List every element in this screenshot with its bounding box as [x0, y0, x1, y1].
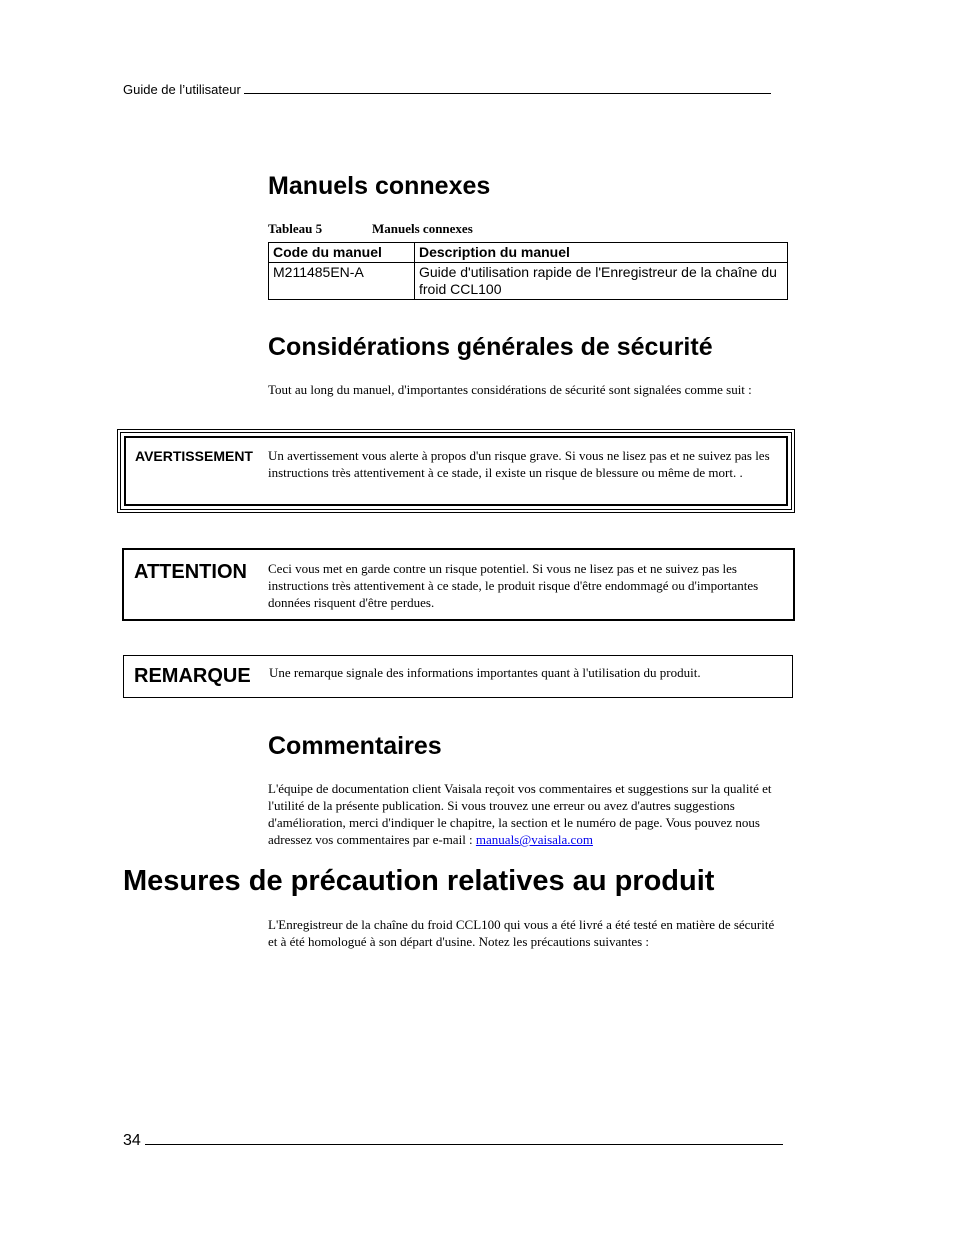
table-cell-code: M211485EN-A	[269, 263, 415, 300]
table-caption	[268, 221, 473, 237]
feedback-paragraph	[268, 780, 782, 848]
note-callout	[123, 655, 793, 698]
section-heading-manuals: Manuels connexes	[268, 172, 491, 200]
note-label: REMARQUE	[134, 665, 251, 687]
section-heading-feedback: Commentaires	[268, 732, 442, 760]
feedback-email-link[interactable]: manuals@vaisala.com	[475, 832, 593, 847]
table-header-cell: Code du manuel	[269, 243, 415, 263]
running-footer	[123, 1132, 785, 1150]
footer-rule	[145, 1132, 783, 1145]
header-title: Guide de l’utilisateur	[123, 82, 241, 97]
table-header-row	[269, 243, 788, 263]
precautions-text: L'Enregistreur de la chaîne du froid CCL100 qui vous a été livré a été testé en matière de sécurité et à été homologué à son départ d'usine. Notez les précautions suivantes :	[268, 917, 775, 949]
header-rule	[244, 82, 771, 94]
safety-intro: Tout au long du manuel, d'importantes considérations de sécurité sont signalées comme suit :	[268, 382, 752, 397]
note-text: Une remarque signale des informations importantes quant à l'utilisation du produit.	[269, 665, 701, 680]
table-row	[269, 263, 788, 300]
manuals-table	[268, 242, 788, 300]
running-header	[123, 82, 785, 97]
caution-label: ATTENTION	[134, 561, 247, 583]
table-cell-description: Guide d'utilisation rapide de l'Enregistreur de la chaîne du froid CCL100	[415, 263, 788, 300]
caution-callout	[122, 548, 795, 621]
page-number: 34	[123, 1132, 141, 1149]
section-heading-safety: Considérations générales de sécurité	[268, 333, 713, 361]
warning-callout	[120, 432, 792, 510]
caution-text: Ceci vous met en garde contre un risque potentiel. Si vous ne lisez pas et ne suivez pas les instructions très attentivement à ce stade, le produit risque d'être endommagé ou d'importantes données risquent d'être perdues.	[268, 561, 759, 610]
table-caption-number: Tableau 5	[268, 221, 323, 236]
table-caption-title: Manuels connexes	[372, 221, 473, 236]
warning-label: AVERTISSEMENT	[135, 448, 253, 464]
feedback-text: L'équipe de documentation client Vaisala reçoit vos commentaires et suggestions sur la qualité et l'utilité de la présente publication. Si vous trouvez une erreur ou avez d'autres suggestions d'amélioration, merci d'indiquer le chapitre, la section et le numéro de page. Vous pouvez nous adressez vos commentaires par e-mail :	[268, 781, 772, 847]
chapter-heading-precautions: Mesures de précaution relatives au produit	[123, 865, 715, 897]
warning-text: Un avertissement vous alerte à propos d'un risque grave. Si vous ne lisez pas et ne suivez pas les instructions très attentivement à ce stade, il existe un risque de blessure ou même de mort. .	[268, 448, 770, 480]
table-header-cell: Description du manuel	[415, 243, 788, 263]
